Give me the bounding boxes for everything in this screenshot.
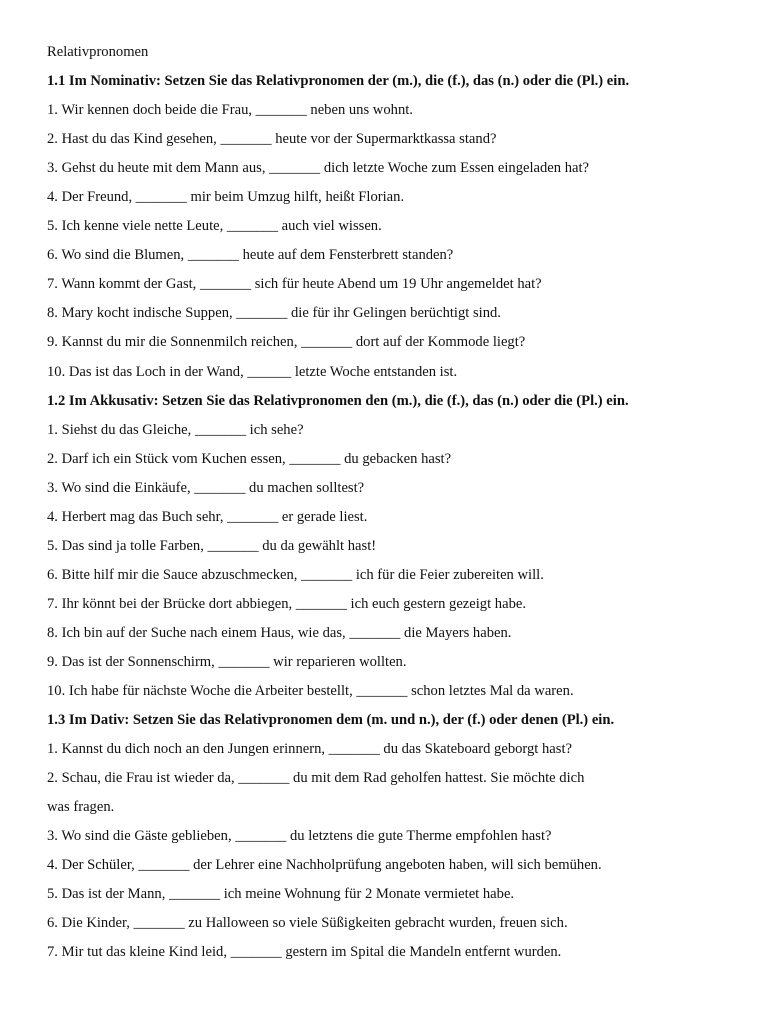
exercise-item: 3. Gehst du heute mit dem Mann aus, _______ dich letzte Woche zum Essen eingeladen hat?	[47, 160, 590, 177]
exercise-item: 10. Ich habe für nächste Woche die Arbeiter bestellt, _______ schon letztes Mal da waren.	[47, 683, 574, 700]
exercise-item: 3. Wo sind die Einkäufe, _______ du machen solltest?	[47, 479, 365, 496]
exercise-item: 4. Der Schüler, _______ der Lehrer eine Nachholprüfung angeboten haben, will sich bemühen.	[47, 857, 602, 874]
exercise-item: 9. Das ist der Sonnenschirm, _______ wir reparieren wollten.	[47, 653, 407, 670]
exercise-item: 2. Schau, die Frau ist wieder da, _______ du mit dem Rad geholfen hattest. Sie möchte dich	[47, 770, 585, 787]
exercise-item: 1. Wir kennen doch beide die Frau, _______ neben uns wohnt.	[47, 102, 413, 119]
exercise-item: 2. Hast du das Kind gesehen, _______ heute vor der Supermarktkassa stand?	[47, 131, 497, 148]
exercise-item: 6. Die Kinder, _______ zu Halloween so viele Süßigkeiten gebracht wurden, freuen sich.	[47, 915, 568, 932]
exercise-item: 5. Das ist der Mann, _______ ich meine Wohnung für 2 Monate vermietet habe.	[47, 886, 515, 903]
section-heading-nominativ: 1.1 Im Nominativ: Setzen Sie das Relativpronomen der (m.), die (f.), das (n.) oder die (Pl.) ein.	[47, 73, 630, 90]
exercise-item: 7. Wann kommt der Gast, _______ sich für heute Abend um 19 Uhr angemeldet hat?	[47, 276, 542, 293]
exercise-item: 7. Ihr könnt bei der Brücke dort abbiegen, _______ ich euch gestern gezeigt habe.	[47, 595, 526, 612]
exercise-item: 5. Ich kenne viele nette Leute, _______ auch viel wissen.	[47, 218, 382, 235]
exercise-item: 3. Wo sind die Gäste geblieben, _______ du letztens die gute Therme empfohlen hast?	[47, 828, 552, 845]
worksheet-page	[47, 41, 737, 971]
exercise-item-continuation: was fragen.	[47, 799, 115, 816]
exercise-item: 2. Darf ich ein Stück vom Kuchen essen, _______ du gebacken hast?	[47, 450, 452, 467]
exercise-item: 1. Kannst du dich noch an den Jungen erinnern, _______ du das Skateboard geborgt hast?	[47, 741, 572, 758]
exercise-item: 1. Siehst du das Gleiche, _______ ich sehe?	[47, 421, 304, 438]
section-heading-akkusativ: 1.2 Im Akkusativ: Setzen Sie das Relativpronomen den (m.), die (f.), das (n.) oder die (Pl.) ein.	[47, 392, 629, 409]
exercise-item: 4. Herbert mag das Buch sehr, _______ er gerade liest.	[47, 508, 368, 525]
exercise-item: 5. Das sind ja tolle Farben, _______ du da gewählt hast!	[47, 537, 377, 554]
exercise-item: 9. Kannst du mir die Sonnenmilch reichen, _______ dort auf der Kommode liegt?	[47, 334, 526, 351]
exercise-item: 4. Der Freund, _______ mir beim Umzug hilft, heißt Florian.	[47, 189, 405, 206]
exercise-item: 8. Ich bin auf der Suche nach einem Haus, wie das, _______ die Mayers haben.	[47, 624, 512, 641]
exercise-item: 8. Mary kocht indische Suppen, _______ die für ihr Gelingen berüchtigt sind.	[47, 305, 501, 322]
exercise-item: 6. Bitte hilf mir die Sauce abzuschmecken, _______ ich für die Feier zubereiten will.	[47, 566, 544, 583]
exercise-item: 6. Wo sind die Blumen, _______ heute auf dem Fensterbrett standen?	[47, 247, 454, 264]
section-heading-dativ: 1.3 Im Dativ: Setzen Sie das Relativpronomen dem (m. und n.), der (f.) oder denen (Pl.) ein.	[47, 712, 615, 729]
exercise-item: 10. Das ist das Loch in der Wand, ______ letzte Woche entstanden ist.	[47, 363, 458, 380]
page-title: Relativpronomen	[47, 44, 149, 60]
exercise-item: 7. Mir tut das kleine Kind leid, _______ gestern im Spital die Mandeln entfernt wurden.	[47, 944, 562, 961]
